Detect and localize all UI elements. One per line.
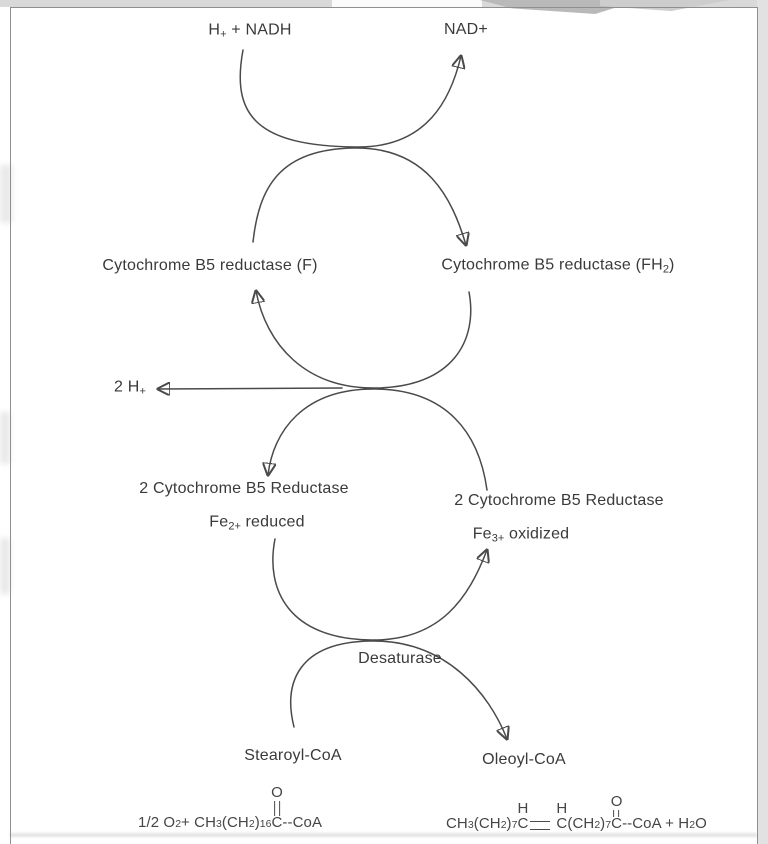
carbonyl-oxygen: O [271, 784, 283, 801]
vinyl-carbon-2: H C [556, 800, 568, 832]
fe3-oxidized-to-fe2-reduced-curve [268, 389, 487, 490]
fe2-reduced-to-fe3-oxidized-curve [273, 539, 487, 640]
vinyl-hydrogen-2: H [556, 800, 568, 817]
stearoyl-formula: 1/2 O 2 + CH 3 (CH 2 ) 16 O C --CoA [138, 784, 323, 831]
stearoyl-coa-label: Stearoyl-CoA [244, 747, 342, 764]
f-to-fh2-curve [253, 148, 466, 245]
fh2-to-f-curve [256, 291, 471, 388]
nad-label: NAD+ [444, 21, 488, 38]
nadh-to-nad-curve [240, 50, 461, 147]
carbonyl-carbon: O C [271, 784, 283, 831]
double-bond-icon [274, 801, 280, 816]
cytb5-oxidized-title: 2 Cytochrome B5 Reductase [454, 492, 664, 509]
proton-release-arrow [158, 388, 342, 389]
cytochrome-b5-reductase-f-label: Cytochrome B5 reductase (F) [102, 257, 318, 274]
vinyl-carbon-1: H C [517, 800, 529, 832]
cytb5-reduced-title: 2 Cytochrome B5 Reductase [139, 480, 349, 497]
cytb5-oxidized-state: $Fe_{3+}$ oxidized [472, 525, 570, 545]
oleoyl-formula: CH 3 (CH 2 ) 7 H C H C (CH 2 ) 7 O C --CoA + H 2 O [446, 793, 707, 832]
cytochrome-b5-reductase-fh2-label: Cytochrome B5 reductase $(FH_2)$ [441, 256, 675, 276]
double-bond-icon [614, 810, 620, 817]
vinyl-hydrogen-1: H [517, 800, 529, 817]
oleoyl-coa-label: Oleoyl-CoA [482, 751, 566, 768]
carbonyl-carbon: O C [610, 793, 623, 832]
desaturase-label: Desaturase [358, 650, 442, 667]
proton-label: 2 $H_+$ [114, 378, 146, 398]
nadh-label: $H_+$ + NADH [208, 21, 292, 41]
carbon-double-bond-icon [530, 821, 550, 830]
cytb5-reduced-state: $Fe_{2+}$ reduced [209, 513, 305, 533]
carbonyl-oxygen: O [610, 793, 623, 810]
